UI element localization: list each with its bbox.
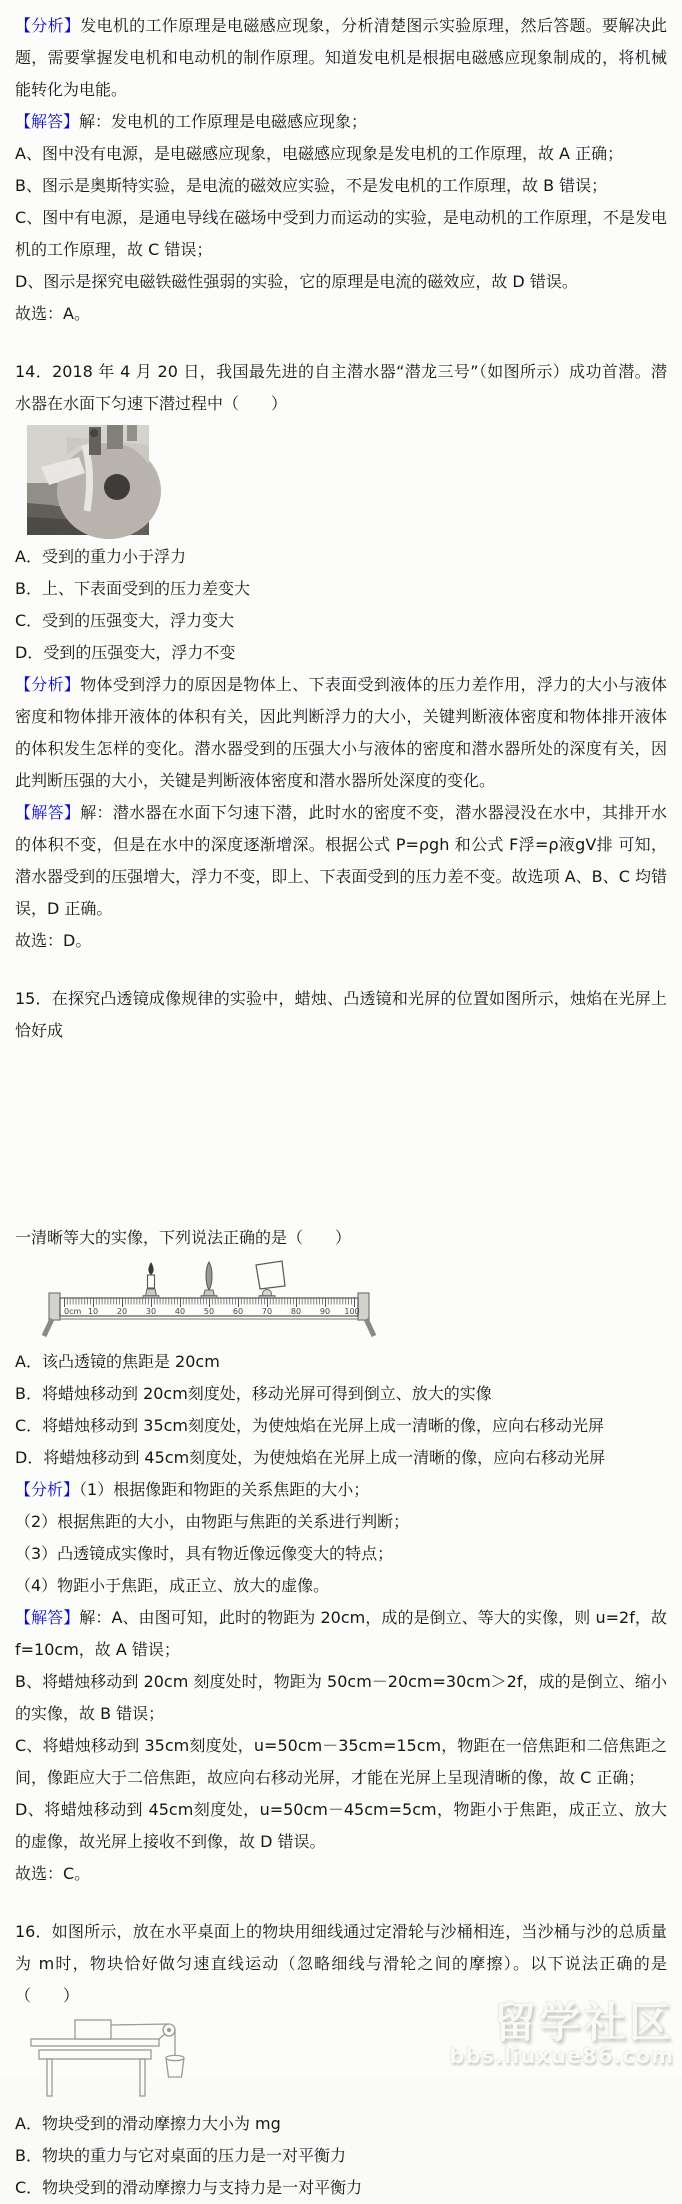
answer-text: 解：潜水器在水面下匀速下潜，此时水的密度不变，潜水器浸没在水中，其排开水的体积不变，但是在水中的深度逐渐增深。根据公式 P=ρgh 和公式 F浮=ρ液gV排 可知，潜水器受到的压强增大，浮力不变，即上、下表面受到的压力差不变。故选项 A、B、C 均错误，D 正确。 — [15, 803, 667, 918]
option-b: B．物块的重力与它对桌面的压力是一对平衡力 — [15, 2146, 346, 2165]
answer-paragraph — [15, 106, 667, 138]
ruler-label: 80 — [290, 1307, 302, 1316]
table-left-leg — [47, 2059, 52, 2096]
analysis-item: （3）凸透镜成实像时，具有物近像远像变大的特点； — [15, 1544, 394, 1563]
analysis-paragraph — [15, 1474, 667, 1506]
answer-option-b: B、图示是奥斯特实验，是电流的磁效应实验，不是发电机的工作原理，故 B 错误； — [15, 176, 608, 195]
conclusion-line: 故选：C。 — [15, 1864, 91, 1883]
analysis-item: （2）根据焦距的大小，由物距与焦距的关系进行判断； — [15, 1512, 410, 1531]
question-stem: 15．在探究凸透镜成像规律的实验中，蜡烛、凸透镜和光屏的位置如图所示，烛焰在光屏上恰好成 — [15, 989, 667, 1040]
answer-item: C、将蜡烛移动到 35cm刻度处，u=50cm－35cm=15cm，物距在一倍焦距和二倍焦距之间，像距应大于二倍焦距，故应向右移动光屏，才能在光屏上呈现清晰的像，故 C 正确； — [15, 1736, 667, 1787]
answer-item: D、将蜡烛移动到 45cm刻度处，u=50cm－45cm=5cm，物距小于焦距，成正立、放大的虚像，故光屏上接收不到像，故 D 错误。 — [15, 1800, 667, 1851]
block-icon — [75, 2020, 111, 2039]
submarine-photo-svg — [27, 425, 149, 535]
page-break-gap — [15, 1047, 667, 1222]
ruler-label: 70 — [261, 1307, 273, 1316]
analysis-item: （1）根据像距和物距的关系焦距的大小； — [79, 1480, 370, 1499]
ruler-label: 40 — [174, 1307, 186, 1316]
bucket-icon — [166, 2055, 184, 2077]
pulley-bracket — [159, 2034, 165, 2039]
analysis-text: 发电机的工作原理是电磁感应现象，分析清楚图示实验原理，然后答题。要解决此题，需要掌握发电机和电动机的制作原理。知道发电机是根据电磁感应现象制成的，将机械能转化为电能。 — [15, 16, 667, 99]
tabletop — [31, 2039, 159, 2046]
table-right-leg — [140, 2059, 145, 2096]
optical-bench-figure — [39, 1258, 667, 1338]
optical-bench-svg — [39, 1258, 379, 1338]
option-a: A．受到的重力小于浮力 — [15, 547, 186, 566]
answer-intro-text: 解：发电机的工作原理是电磁感应现象； — [79, 112, 368, 131]
question-stem: 16．如图所示，放在水平桌面上的物块用细线通过定滑轮与沙桶相连，当沙桶与沙的总质量为 m时，物块恰好做匀速直线运动（忽略细线与滑轮之间的摩擦）。以下说法正确的是（ ） — [15, 1922, 667, 2005]
option-d: D．将蜡烛移动到 45cm刻度处，为使烛焰在光屏上成一清晰的像，应向右移动光屏 — [15, 1448, 606, 1467]
answer-paragraph — [15, 1602, 667, 1666]
ruler-label: 60 — [232, 1307, 244, 1316]
answer-item: 解：A、由图可知，此时的物距为 20cm，成的是倒立、等大的实像，则 u=2f，故 f=10cm，故 A 错误； — [15, 1608, 667, 1659]
option-a: A．该凸透镜的焦距是 20cm — [15, 1352, 220, 1371]
lens-icon — [201, 1262, 217, 1298]
answer-tag: 【解答】 — [15, 803, 81, 822]
ruler-label: 90 — [319, 1307, 331, 1316]
analysis-text: 物体受到浮力的原因是物体上、下表面受到液体的压力差作用，浮力的大小与液体密度和物体排开液体的体积有关，因此判断浮力的大小，关键判断液体密度和物体排开液体的体积发生怎样的变化。潜水器受到的压强大小与液体的密度和潜水器所处的深度有关，因此判断压强的大小，关键是判断液体密度和潜水器所处深度的变化。 — [15, 675, 667, 790]
submarine-photo — [27, 425, 667, 535]
answer-tag: 【解答】 — [15, 112, 80, 131]
analysis-paragraph — [15, 669, 667, 797]
bench-right-post — [358, 1293, 369, 1320]
analysis-tag: 【分析】 — [15, 1480, 80, 1499]
ruler-label: 0cm — [64, 1307, 82, 1316]
answer-item: B、将蜡烛移动到 20cm 刻度处时，物距为 50cm－20cm=30cm＞2f，成的是倒立、缩小的实像，故 B 错误； — [15, 1672, 667, 1723]
answer-tag: 【解答】 — [15, 1608, 80, 1627]
ruler-label: 30 — [145, 1307, 157, 1316]
section-spacer — [15, 1890, 667, 1916]
bench-left-leg — [44, 1319, 52, 1336]
bench-left-post — [49, 1293, 60, 1320]
ruler-label: 100 — [344, 1307, 360, 1316]
analysis-tag: 【分析】 — [15, 675, 81, 694]
answer-paragraph — [15, 797, 667, 925]
question-stem-continued: 一清晰等大的实像，下列说法正确的是（ ） — [15, 1228, 352, 1247]
table-apron — [39, 2050, 151, 2059]
watermark-title: 留学社区 — [493, 1997, 674, 2047]
option-c: C．将蜡烛移动到 35cm刻度处，为使烛焰在光屏上成一清晰的像，应向右移动光屏 — [15, 1416, 605, 1435]
question-stem: 14．2018 年 4 月 20 日，我国最先进的自主潜水器“潜龙三号”（如图所示）成功首潜。潜水器在水面下匀速下潜过程中（ ） — [15, 362, 667, 413]
answer-option-d: D、图示是探究电磁铁磁性强弱的实验，它的原理是电流的磁效应，故 D 错误。 — [15, 272, 578, 291]
option-c: C．物块受到的滑动摩擦力与支持力是一对平衡力 — [15, 2178, 363, 2197]
option-b: B．将蜡烛移动到 20cm刻度处，移动光屏可得到倒立、放大的实像 — [15, 1384, 492, 1403]
option-c: C．受到的压强变大，浮力变大 — [15, 611, 235, 630]
conclusion-line: 故选：D。 — [15, 931, 92, 950]
candle-icon — [143, 1262, 159, 1298]
watermark-url: bbs.liuxue86.com — [449, 2043, 674, 2068]
pulley-axle — [168, 2029, 171, 2032]
bench-right-leg — [366, 1319, 374, 1336]
screen-icon — [256, 1261, 285, 1299]
analysis-tag: 【分析】 — [15, 16, 81, 35]
analysis-paragraph — [15, 10, 667, 106]
section-spacer — [15, 330, 667, 356]
table-pulley-svg — [19, 2014, 191, 2102]
answer-option-c: C、图中有电源，是通电导线在磁场中受到力而运动的实验，是电动机的工作原理，不是发电机的工作原理，故 C 错误； — [15, 208, 667, 259]
string-horizontal — [111, 2024, 169, 2025]
option-a: A．物块受到的滑动摩擦力大小为 mg — [15, 2114, 281, 2133]
section-spacer — [15, 957, 667, 983]
option-d: D．受到的压强变大，浮力不变 — [15, 643, 236, 662]
ruler-label: 50 — [203, 1307, 215, 1316]
conclusion-line: 故选：A。 — [15, 304, 90, 323]
ruler-label: 10 — [87, 1307, 99, 1316]
ruler-label: 20 — [116, 1307, 128, 1316]
table-pulley-figure — [19, 2014, 667, 2102]
answer-option-a: A、图中没有电源，是电磁感应现象，电磁感应现象是发电机的工作原理，故 A 正确； — [15, 144, 624, 163]
analysis-item: （4）物距小于焦距，成正立、放大的虚像。 — [15, 1576, 330, 1595]
option-b: B．上、下表面受到的压力差变大 — [15, 579, 250, 598]
